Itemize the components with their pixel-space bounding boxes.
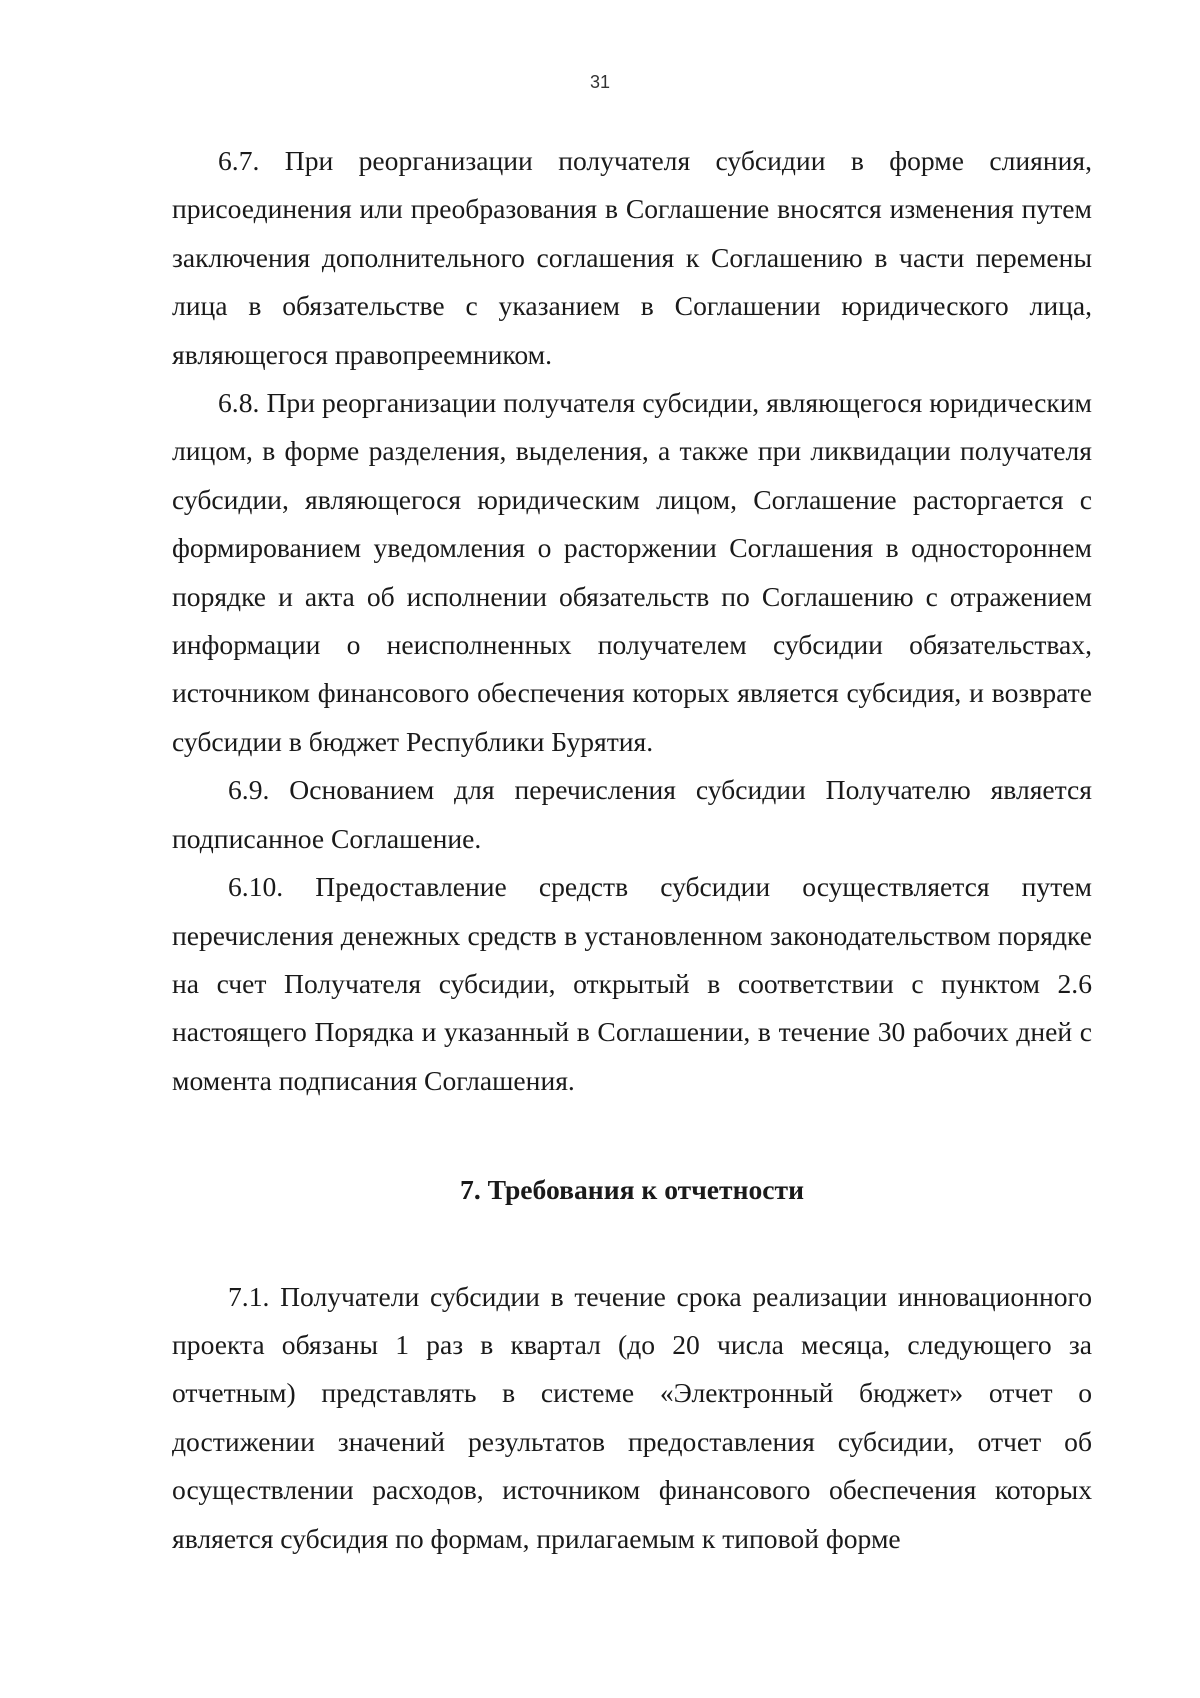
paragraph-7-1: 7.1. Получатели субсидии в течение срока реализации инновационного проекта обязаны 1 раз в квартал (до 20 числа месяца, следующего за отчетным) представлять в системе «Электронный бюджет» отчет о достижении значений результатов предоставления субсидии, отчет об осуществлении расходов, источником финансового обеспечения которых является субсидия по формам, прилагаемым к типовой форме (172, 1280, 1092, 1554)
paragraph-6-9: 6.9. Основанием для перечисления субсидии Получателю является подписанное Соглашение. (172, 774, 1092, 854)
section-heading: 7. Требования к отчетности (460, 1174, 804, 1206)
document-body (172, 137, 1092, 1563)
paragraph-6-7: 6.7. При реорганизации получателя субсидии в форме слияния, присоединения или преобразования в Соглашение вносятся изменения путем заключения дополнительного соглашения к Соглашению в части перемены лица в обязательстве с указанием в Соглашении юридического лица, являющегося правопреемником. (172, 145, 1092, 370)
page-number: 31 (589, 72, 611, 92)
paragraph-6-10: 6.10. Предоставление средств субсидии осуществляется путем перечисления денежных средств в установленном законодательством порядке на счет Получателя субсидии, открытый в соответствии с пунктом 2.6 настоящего Порядка и указанный в Соглашении, в течение 30 рабочих дней с момента подписания Соглашения. (172, 871, 1092, 1096)
paragraph-6-8: 6.8. При реорганизации получателя субсидии, являющегося юридическим лицом, в форме разделения, выделения, а также при ликвидации получателя субсидии, являющегося юридическим лицом, Соглашение расторгается с формированием уведомления о расторжении Соглашения в одностороннем порядке и акта об исполнении обязательств по Соглашению с отражением информации о неисполненных получателем субсидии обязательствах, источником финансового обеспечения которых является субсидия, и возврате субсидии в бюджет Республики Бурятия. (172, 387, 1092, 757)
